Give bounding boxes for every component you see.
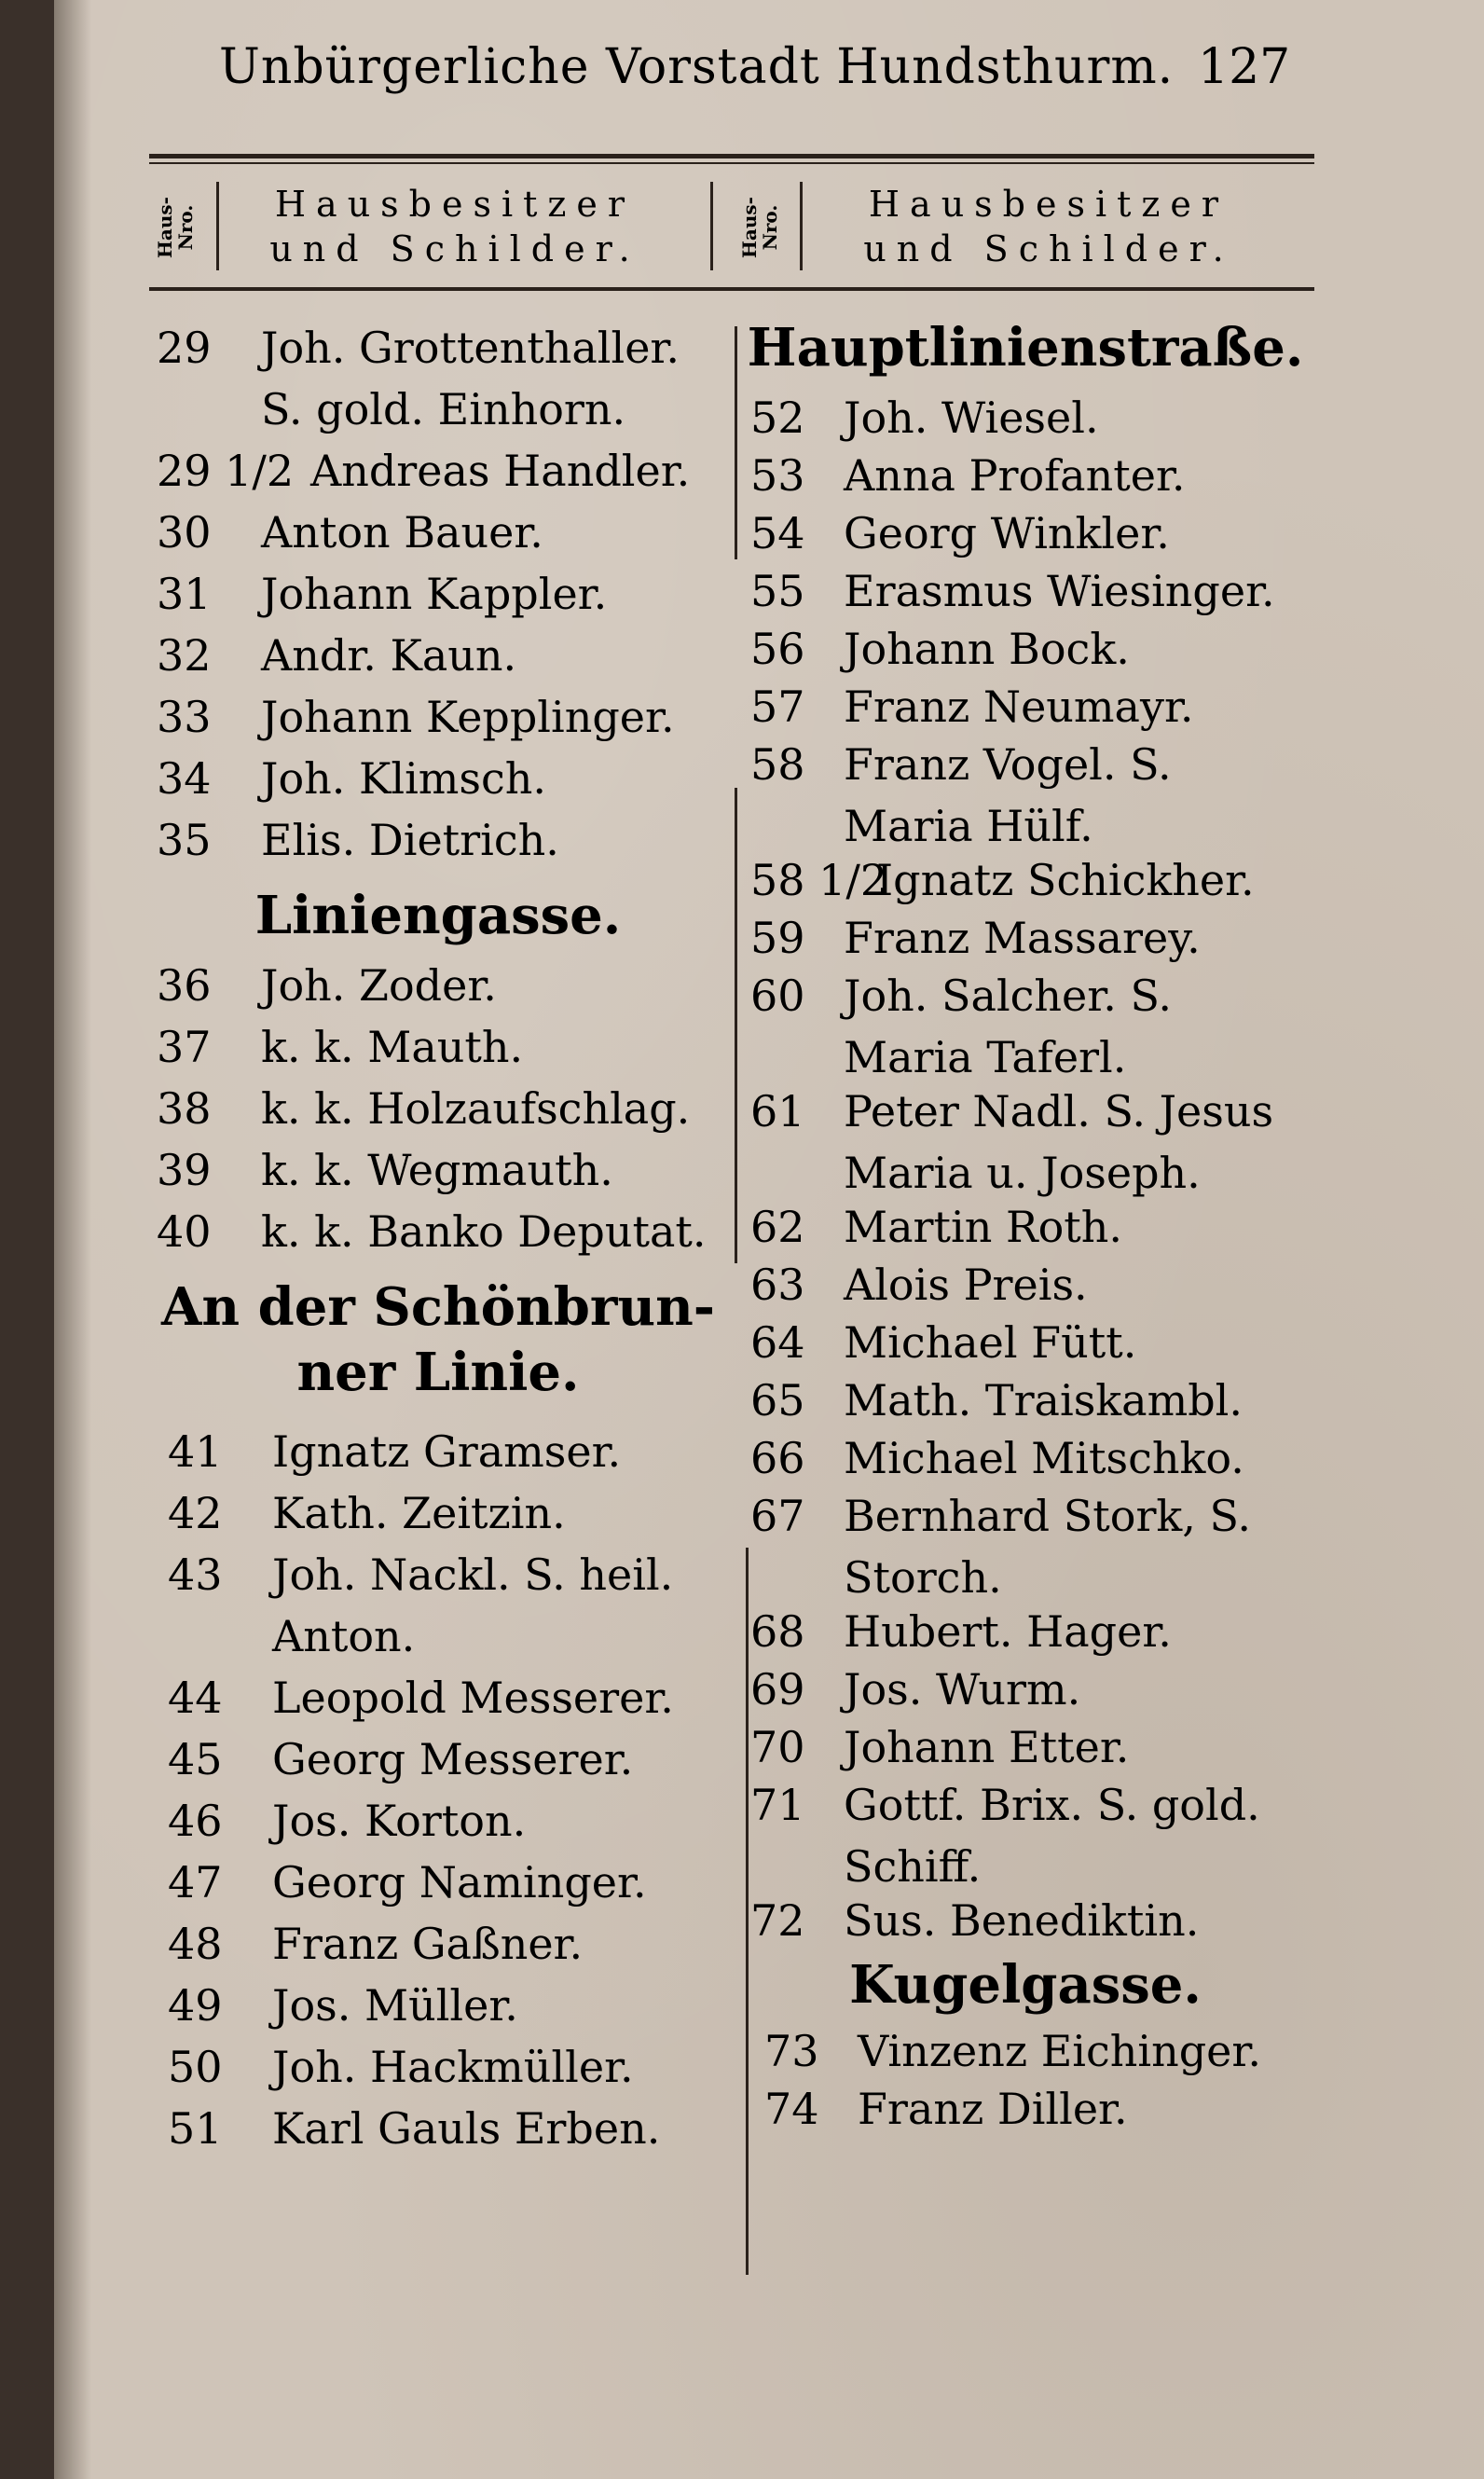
house-number: 41 [168,1426,223,1477]
house-number: 65 [750,1375,805,1425]
left-column-abbr [155,190,196,265]
street-heading: An der Schönbrun- [160,1276,716,1338]
house-entry [157,445,690,497]
right-column-abbr [739,190,780,265]
house-entry [168,1733,633,1785]
owner-name: Andreas Handler. [310,446,691,496]
house-entry [750,912,1201,964]
running-head: Unbürgerliche Vorstadt Hundsthurm. [219,39,1175,95]
house-number: 40 [157,1206,212,1257]
house-entry [750,1316,1136,1369]
street-heading: Kugelgasse. [849,1954,1202,2016]
owner-name: Sus. Benediktin. [844,1895,1200,1946]
owner-name: Joh. Nackl. S. heil. [272,1549,674,1600]
house-entry [168,1672,674,1724]
column-divider [735,788,737,1263]
house-entry [157,629,516,682]
owner-name: Ignatz Gramser. [272,1426,622,1477]
owner-name: Franz Diller. [858,2084,1128,2134]
house-number: 69 [750,1664,805,1715]
owner-name: Joh. Hackmüller. [272,2042,634,2092]
house-number: 58 [750,739,805,790]
house-number: 36 [157,960,212,1011]
house-number: 30 [157,507,212,558]
house-entry [157,752,546,805]
owner-name: Bernhard Stork, S. [844,1491,1252,1541]
house-number: 74 [764,2084,819,2134]
house-number: 71 [750,1780,805,1830]
house-number: 63 [750,1260,805,1310]
owner-name: k. k. Banko Deputat. [261,1206,707,1257]
house-number: 45 [168,1734,223,1784]
sign-name: Schiff. [844,1841,982,1892]
owner-name: k. k. Holzaufschlag. [261,1083,691,1134]
owner-name: k. k. Wegmauth. [261,1145,613,1195]
house-entry [157,1144,613,1196]
house-number: 34 [157,753,212,804]
house-number: 39 [157,1145,212,1195]
left-column-title-2: und Schilder. [269,228,640,269]
house-number: 44 [168,1673,223,1723]
owner-name: Peter Nadl. S. Jesus [844,1086,1274,1136]
house-entry [764,2025,1261,2077]
house-entry [157,506,543,558]
owner-name: Alois Preis. [844,1260,1088,1310]
sign-name: Maria Taferl. [844,1032,1127,1082]
house-number: 42 [168,1488,223,1538]
house-number: 35 [157,815,212,865]
owner-name: Andr. Kaun. [261,630,517,681]
owner-name: Johann Kappler. [261,569,608,619]
house-entry [157,691,675,743]
house-number: 57 [750,682,805,732]
column-abbr-line: Haus- [154,197,176,258]
owner-name: Gottf. Brix. S. gold. [844,1780,1260,1830]
house-entry [157,959,497,1012]
house-number: 32 [157,630,212,681]
house-number: 29 1/2 [157,446,295,496]
house-number: 68 [750,1606,805,1657]
owner-name: Erasmus Wiesinger. [844,566,1275,616]
header-rule-bottom [149,287,1314,291]
house-entry [750,1894,1199,1947]
house-entry [750,1374,1243,1426]
owner-name: Joh. Klimsch. [261,753,547,804]
house-number: 55 [750,566,805,616]
owner-name: Anna Profanter. [844,450,1186,501]
owner-name: Johann Bock. [844,624,1130,674]
owner-name: Elis. Dietrich. [261,815,559,865]
column-abbr-line: Nro. [759,204,781,251]
house-entry [750,1721,1129,1773]
owner-name: Hubert. Hager. [844,1606,1172,1657]
owner-name: Joh. Wiesel. [844,393,1099,443]
house-number: 67 [750,1491,805,1541]
owner-name: Kath. Zeitzin. [272,1488,566,1538]
house-entry [157,814,559,866]
house-entry [750,681,1194,733]
house-number: 53 [750,450,805,501]
left-column-title-1: Hausbesitzer [274,184,636,225]
house-entry [168,1979,518,2031]
column-abbr-line: Haus- [738,197,761,258]
header-divider [710,182,713,270]
house-entry [157,568,607,620]
column-divider [746,1548,749,2275]
house-entry [750,970,1172,1022]
house-number: 31 [157,569,212,619]
owner-name: Jos. Wurm. [844,1664,1081,1715]
house-entry [750,392,1099,444]
house-entry [168,1795,526,1847]
house-number: 38 [157,1083,212,1134]
owner-name: Johann Kepplinger. [261,692,675,742]
right-column-title-2: und Schilder. [863,228,1234,269]
house-entry [750,507,1170,559]
owner-name: Jos. Müller. [272,1980,518,2031]
house-number: 56 [750,624,805,674]
owner-name: Jos. Korton. [272,1796,527,1846]
header-rule-top [149,154,1314,158]
street-heading: Liniengasse. [254,885,622,946]
house-entry [750,449,1186,502]
owner-name: Johann Etter. [844,1722,1130,1772]
house-entry [750,1779,1260,1831]
house-number: 33 [157,692,212,742]
house-entry [750,1085,1273,1137]
owner-name: Joh. Grottenthaller. [261,323,680,373]
house-number: 29 [157,323,212,373]
house-entry [157,1021,523,1073]
page-number: 127 [1198,39,1291,95]
street-heading: ner Linie. [296,1342,580,1403]
house-entry [168,1918,583,1970]
sign-name: S. gold. Einhorn. [261,384,626,434]
owner-name: Georg Messerer. [272,1734,634,1784]
owner-name: k. k. Mauth. [261,1022,524,1072]
house-number: 43 [168,1549,223,1600]
column-abbr-line: Nro. [174,204,197,251]
house-entry [750,1490,1251,1542]
owner-name: Martin Roth. [844,1202,1123,1252]
column-divider [735,326,737,559]
house-number: 52 [750,393,805,443]
house-entry [168,1549,673,1601]
owner-name: Anton Bauer. [261,507,543,558]
owner-name: Franz Gaßner. [272,1919,584,1969]
house-number: 37 [157,1022,212,1072]
header-divider [216,182,219,270]
house-entry [168,1425,621,1478]
owner-name: Michael Mitschko. [844,1433,1244,1483]
house-number: 73 [764,2026,819,2076]
house-entry [764,2083,1128,2135]
house-number: 62 [750,1202,805,1252]
house-number: 64 [750,1317,805,1368]
house-number: 72 [750,1895,805,1946]
house-number: 60 [750,971,805,1021]
owner-name: Joh. Salcher. S. [844,971,1172,1021]
house-number: 61 [750,1086,805,1136]
owner-name: Franz Massarey. [844,913,1201,963]
house-number: 46 [168,1796,223,1846]
house-number: 70 [750,1722,805,1772]
house-number: 59 [750,913,805,963]
house-number: 50 [168,2042,223,2092]
house-entry [750,738,1172,791]
right-column-title-1: Hausbesitzer [868,184,1230,225]
owner-name: Karl Gauls Erben. [272,2103,661,2154]
header-rule-top-thin [149,162,1314,164]
house-entry [750,1432,1244,1484]
house-number: 49 [168,1980,223,2031]
sign-name: Maria Hülf. [844,801,1093,851]
house-number: 51 [168,2103,223,2154]
house-entry [750,565,1275,617]
house-number: 66 [750,1433,805,1483]
header-divider [800,182,803,270]
owner-name: Math. Traiskambl. [844,1375,1243,1425]
house-entry [168,2102,660,2155]
house-entry [157,1082,690,1135]
owner-name: Joh. Zoder. [261,960,497,1011]
house-number: 54 [750,508,805,558]
street-heading: Hauptlinienstraße. [747,317,1304,379]
owner-name: Franz Neumayr. [844,682,1194,732]
house-number: 47 [168,1857,223,1907]
house-entry [750,854,1255,906]
house-entry [168,2041,634,2093]
house-entry [750,1605,1172,1658]
book-gutter [54,0,91,2479]
house-entry [750,623,1130,675]
house-entry [157,1205,706,1258]
sign-name: Anton. [272,1611,416,1661]
house-entry [750,1259,1088,1311]
owner-name: Franz Vogel. S. [844,739,1172,790]
owner-name: Georg Winkler. [844,508,1170,558]
owner-name: Ignatz Schickher. [876,855,1255,905]
owner-name: Georg Naminger. [272,1857,647,1907]
sign-name: Maria u. Joseph. [844,1148,1201,1198]
house-entry [750,1663,1080,1715]
house-entry [750,1201,1122,1253]
house-entry [168,1856,647,1908]
owner-name: Vinzenz Eichinger. [858,2026,1261,2076]
house-number: 48 [168,1919,223,1969]
house-entry [157,322,680,374]
house-number: 58 1/2 [750,855,888,905]
owner-name: Michael Fütt. [844,1317,1137,1368]
house-entry [168,1487,566,1539]
sign-name: Storch. [844,1552,1002,1603]
owner-name: Leopold Messerer. [272,1673,674,1723]
